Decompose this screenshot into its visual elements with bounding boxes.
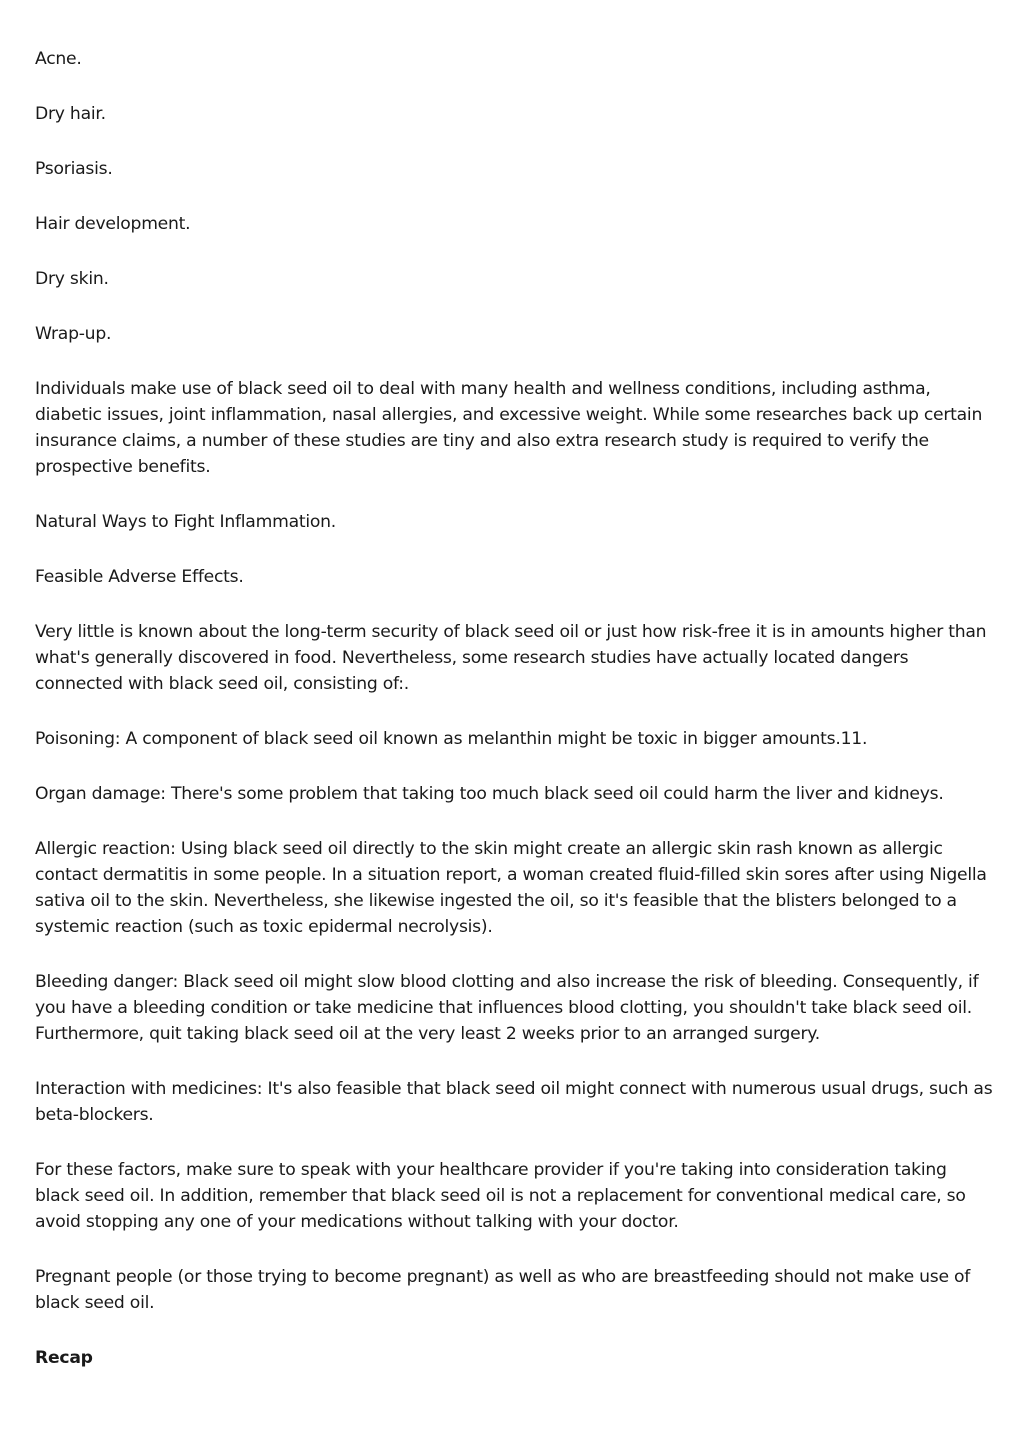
allergic-reaction-paragraph: Allergic reaction: Using black seed oil directly to the skin might create an allergic skin rash known as allergic contact dermatitis in some people. In a situation report, a woman created fluid-filled skin sores after using Nigella sativa oil to the skin. Nevertheless, she likewise ingested the oil, so it's feasible that the blisters belonged to a systemic reaction (such as toxic epidermal necrolysis).	[35, 839, 987, 937]
list-item-wrap-up: Wrap-up.	[35, 324, 112, 344]
adverse-effects-line: Feasible Adverse Effects.	[35, 567, 244, 587]
list-item-dry-hair: Dry hair.	[35, 104, 106, 124]
list-item-hair-development: Hair development.	[35, 214, 191, 234]
document-body	[35, 46, 995, 1400]
safety-paragraph: Very little is known about the long-term security of black seed oil or just how risk-free it is in amounts higher than what's generally discovered in food. Nevertheless, some research studies have actually located dangers connected with black seed oil, consisting of:.	[35, 622, 987, 694]
intro-paragraph: Individuals make use of black seed oil to deal with many health and wellness conditions, including asthma, diabetic issues, joint inflammation, nasal allergies, and excessive weight. While some researches back up certain insurance claims, a number of these studies are tiny and also extra research study is required to verify the prospective benefits.	[35, 379, 983, 477]
bleeding-danger-paragraph: Bleeding danger: Black seed oil might slow blood clotting and also increase the risk of bleeding. Consequently, if you have a bleeding condition or take medicine that influences blood clotting, you shouldn't take black seed oil. Furthermore, quit taking black seed oil at the very least 2 weeks prior to an arranged surgery.	[35, 972, 979, 1044]
interaction-paragraph: Interaction with medicines: It's also feasible that black seed oil might connect with numerous usual drugs, such as beta-blockers.	[35, 1079, 993, 1125]
organ-damage-paragraph: Organ damage: There's some problem that taking too much black seed oil could harm the liver and kidneys.	[35, 784, 944, 804]
list-item-psoriasis: Psoriasis.	[35, 159, 113, 179]
recap-heading: Recap	[35, 1348, 93, 1368]
pregnancy-paragraph: Pregnant people (or those trying to become pregnant) as well as who are breastfeeding should not make use of black seed oil.	[35, 1267, 971, 1313]
healthcare-advice-paragraph: For these factors, make sure to speak with your healthcare provider if you're taking into consideration taking black seed oil. In addition, remember that black seed oil is not a replacement for conventional medical care, so avoid stopping any one of your medications without talking with your doctor.	[35, 1160, 966, 1232]
list-item-dry-skin: Dry skin.	[35, 269, 109, 289]
list-item-acne: Acne.	[35, 49, 82, 69]
poisoning-paragraph: Poisoning: A component of black seed oil known as melanthin might be toxic in bigger amounts.11.	[35, 729, 868, 749]
inflammation-line: Natural Ways to Fight Inflammation.	[35, 512, 336, 532]
